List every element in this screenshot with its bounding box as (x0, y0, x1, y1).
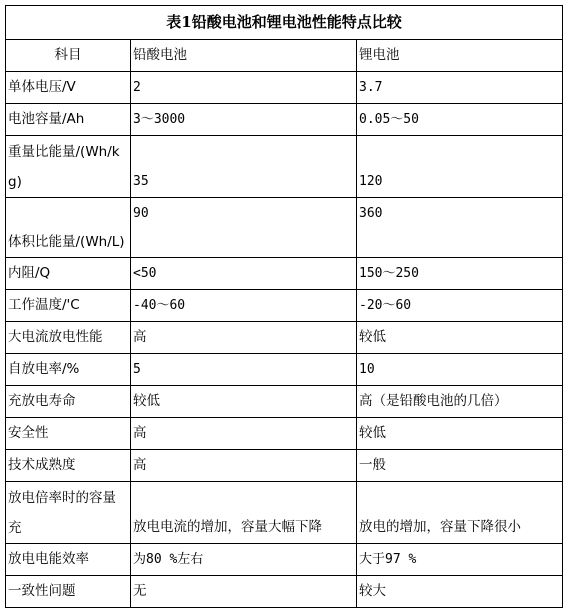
table-row (6, 104, 563, 136)
row-item: 重量比能量/(Wh/kg) (6, 136, 131, 198)
table-row (6, 386, 563, 418)
header-lithium: 锂电池 (357, 40, 563, 72)
row-item: 工作温度/'C (6, 290, 131, 322)
row-lithium-value: 一般 (357, 450, 563, 482)
table-row (6, 136, 563, 198)
table-title: 表1铅酸电池和锂电池性能特点比较 (6, 6, 563, 40)
row-lead-acid-value: <50 (131, 258, 357, 290)
table-row (6, 354, 563, 386)
row-lead-acid-value: 高 (131, 418, 357, 450)
table-row (6, 72, 563, 104)
row-lithium-value: 较低 (357, 322, 563, 354)
row-item: 内阻/Q (6, 258, 131, 290)
row-lead-acid-value: 无 (131, 576, 357, 608)
row-lithium-value: 大于97 % (357, 544, 563, 576)
row-lead-acid-value: 为80 %左右 (131, 544, 357, 576)
row-lithium-value: 较低 (357, 418, 563, 450)
row-item: 体积比能量/(Wh/L) (6, 198, 131, 258)
row-item: 电池容量/Ah (6, 104, 131, 136)
row-item: 自放电率/% (6, 354, 131, 386)
table-row (6, 450, 563, 482)
table-row (6, 290, 563, 322)
header-subject: 科目 (6, 40, 131, 72)
row-lithium-value: -20〜60 (357, 290, 563, 322)
row-lithium-value: 放电的增加，容量下降很小 (357, 482, 563, 544)
row-lead-acid-value: 5 (131, 354, 357, 386)
row-item: 放电电能效率 (6, 544, 131, 576)
row-item: 充放电寿命 (6, 386, 131, 418)
table-row (6, 258, 563, 290)
row-lithium-value: 高（是铅酸电池的几倍） (357, 386, 563, 418)
row-item: 放电倍率时的容量充 (6, 482, 131, 544)
row-item: 技术成熟度 (6, 450, 131, 482)
table-row (6, 198, 563, 258)
row-lead-acid-value: -40〜60 (131, 290, 357, 322)
row-lead-acid-value: 2 (131, 72, 357, 104)
row-lead-acid-value: 高 (131, 322, 357, 354)
row-lithium-value: 0.05〜50 (357, 104, 563, 136)
row-lead-acid-value: 35 (131, 136, 357, 198)
row-item: 一致性问题 (6, 576, 131, 608)
table-row (6, 418, 563, 450)
table-row (6, 544, 563, 576)
table-row (6, 576, 563, 608)
row-lithium-value: 较大 (357, 576, 563, 608)
row-item: 安全性 (6, 418, 131, 450)
row-item: 单体电压/V (6, 72, 131, 104)
row-lithium-value: 150〜250 (357, 258, 563, 290)
row-lead-acid-value: 放电电流的增加，容量大幅下降 (131, 482, 357, 544)
table-title-row (6, 6, 563, 40)
table-row (6, 322, 563, 354)
row-lithium-value: 10 (357, 354, 563, 386)
row-lead-acid-value: 高 (131, 450, 357, 482)
row-lead-acid-value: 3〜3000 (131, 104, 357, 136)
row-lead-acid-value: 90 (131, 198, 357, 258)
table-header-row (6, 40, 563, 72)
header-lead-acid: 铅酸电池 (131, 40, 357, 72)
row-lithium-value: 360 (357, 198, 563, 258)
row-item: 大电流放电性能 (6, 322, 131, 354)
row-lithium-value: 120 (357, 136, 563, 198)
row-lead-acid-value: 较低 (131, 386, 357, 418)
comparison-table (5, 5, 563, 608)
row-lithium-value: 3.7 (357, 72, 563, 104)
table-row (6, 482, 563, 544)
